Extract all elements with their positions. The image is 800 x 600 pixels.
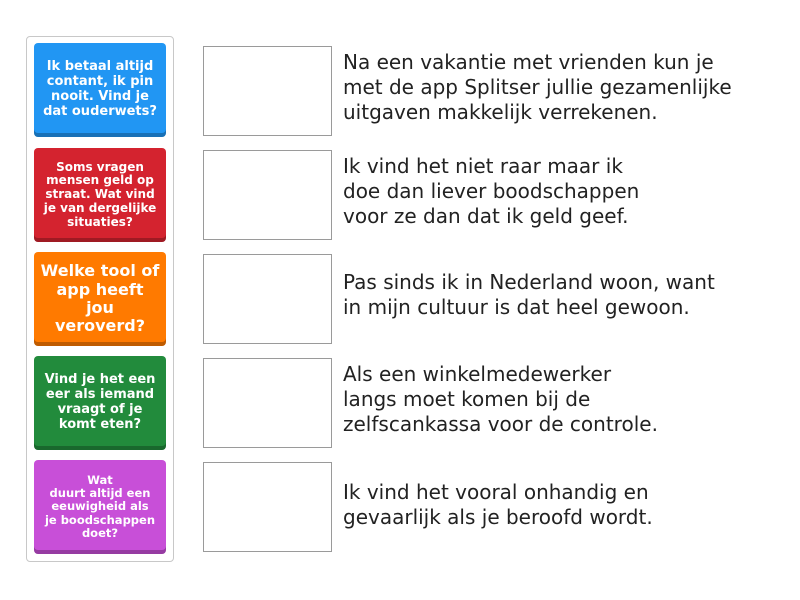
question-card-4[interactable] [34, 356, 166, 450]
drop-zone-3[interactable] [203, 254, 332, 344]
answer-text-1: Na een vakantie met vrienden kun je met de app Splitser jullie gezamenlijke uitgaven makkelijk verrekenen. [343, 50, 732, 124]
answer-text-2: Ik vind het niet raar maar ik doe dan liever boodschappen voor ze dan dat ik geld geef. [343, 154, 640, 228]
drop-zone-5[interactable] [203, 462, 332, 552]
question-card-2-text: Soms vragen mensen geld op straat. Wat vind je van dergelijke situaties? [43, 159, 157, 229]
answer-text-5: Ik vind het vooral onhandig en gevaarlijk als je beroofd wordt. [343, 480, 653, 529]
drop-zone-1[interactable] [203, 46, 332, 136]
question-card-1-text: Ik betaal altijd contant, ik pin nooit. Vind je dat ouderwets? [43, 59, 157, 119]
question-card-3[interactable] [34, 252, 166, 346]
question-card-1[interactable] [34, 43, 166, 137]
drop-zone-4[interactable] [203, 358, 332, 448]
drop-zone-2[interactable] [203, 150, 332, 240]
question-card-3-text: Welke tool of app heeft jou veroverd? [40, 261, 160, 336]
question-card-4-text: Vind je het een eer als iemand vraagt of je komt eten? [44, 372, 156, 432]
question-card-5-text: Wat duurt altijd een eeuwigheid als je boodschappen doet? [44, 472, 156, 540]
question-card-2[interactable] [34, 148, 166, 242]
answer-text-4: Als een winkelmedewerker langs moet komen bij de zelfscankassa voor de controle. [343, 362, 658, 436]
question-card-5[interactable] [34, 460, 166, 554]
answer-text-3: Pas sinds ik in Nederland woon, want in mijn cultuur is dat heel gewoon. [343, 270, 715, 319]
